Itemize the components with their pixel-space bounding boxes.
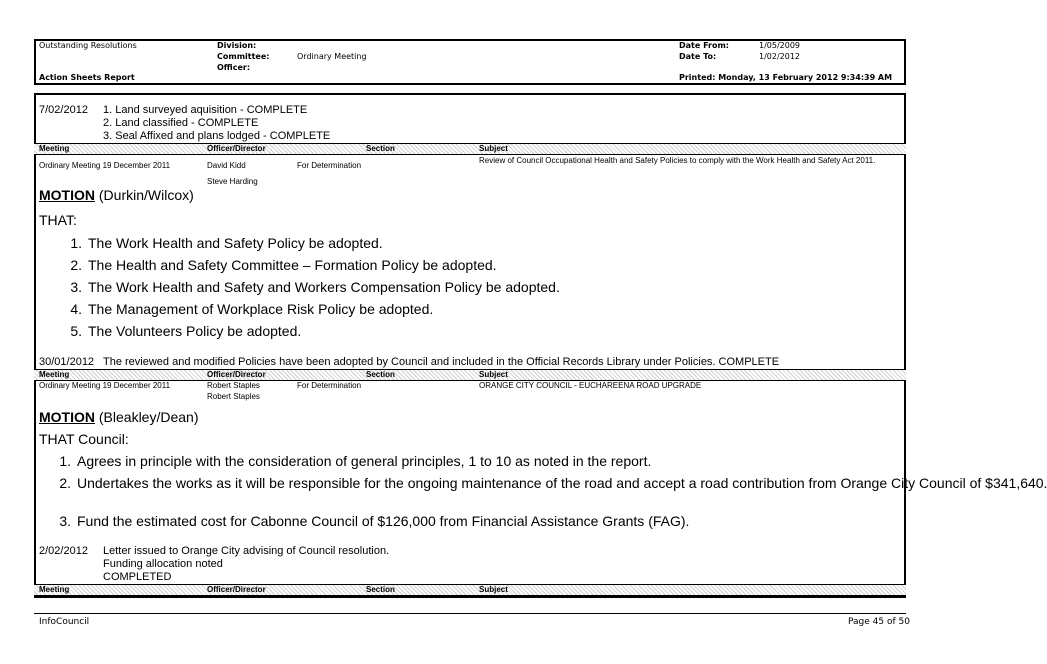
note-date: 2/02/2012 — [39, 545, 88, 557]
motion-movers: (Bleakley/Dean) — [95, 409, 199, 425]
point-number: 2. — [70, 257, 82, 273]
item-subject: ORANGE CITY COUNCIL - EUCHAREENA ROAD UPGRADE — [479, 381, 702, 390]
point-number: 2. — [59, 475, 71, 491]
item-meeting: Ordinary Meeting 19 December 2011 — [39, 381, 171, 390]
note-line: 2. Land classified - COMPLETE — [103, 117, 259, 129]
column-subject: Subject — [479, 144, 508, 153]
column-officer: Officer/Director — [207, 144, 266, 153]
motion-label: MOTION — [39, 409, 95, 425]
item-officer: Steve Harding — [207, 177, 258, 186]
point-text: Undertakes the works as it will be responsible for the ongoing maintenance of the road and accept a road contribution from Orange City Council of $341,640. — [77, 475, 1047, 491]
point-number: 5. — [70, 323, 82, 339]
column-meeting: Meeting — [39, 144, 70, 153]
motion-heading — [39, 187, 194, 203]
date-to-label: Date To: — [679, 52, 717, 61]
footer-divider — [34, 613, 906, 614]
column-subject: Subject — [479, 585, 508, 594]
column-header-row — [34, 369, 906, 381]
printed-line — [679, 73, 892, 83]
column-meeting: Meeting — [39, 370, 70, 379]
motion-movers: (Durkin/Wilcox) — [95, 187, 194, 203]
column-subject: Subject — [479, 370, 508, 379]
motion-label: MOTION — [39, 187, 95, 203]
note-date: 7/02/2012 — [39, 104, 88, 116]
item-officer: Robert Staples — [207, 381, 260, 390]
motion-that: THAT Council: — [39, 431, 129, 447]
item-section: For Determination — [297, 161, 362, 170]
motion-that: THAT: — [39, 212, 77, 228]
point-number: 3. — [70, 279, 82, 295]
column-meeting: Meeting — [39, 585, 70, 594]
column-header-row — [34, 143, 906, 155]
printed-value: Monday, 13 February 2012 9:34:39 AM — [718, 73, 893, 82]
note-line: Funding allocation noted — [103, 558, 223, 570]
point-number: 1. — [70, 235, 82, 251]
date-from-value: 1/05/2009 — [759, 41, 801, 50]
item-subject: Review of Council Occupational Health and Safety Policies to comply with the Work Health and Safety Act 2011. — [479, 156, 876, 165]
note-text: The reviewed and modified Policies have been adopted by Council and included in the Official Records Library under Policies. COMPLETE — [103, 356, 780, 368]
report-type: Outstanding Resolutions — [39, 41, 137, 50]
point-text: The Volunteers Policy be adopted. — [88, 323, 302, 339]
committee-label: Committee: — [217, 52, 270, 61]
note-line: Letter issued to Orange City advising of Council resolution. — [103, 545, 390, 557]
column-section: Section — [366, 585, 395, 594]
point-number: 1. — [59, 453, 71, 469]
column-section: Section — [366, 144, 395, 153]
point-text: Agrees in principle with the consideration of general principles, 1 to 10 as noted in the report. — [77, 453, 652, 469]
motion-heading — [39, 409, 199, 425]
item-section: For Determination — [297, 381, 362, 390]
date-from-label: Date From: — [679, 41, 730, 50]
printed-label: Printed: — [679, 73, 716, 82]
point-number: 4. — [70, 301, 82, 317]
point-text: The Work Health and Safety and Workers Compensation Policy be adopted. — [88, 279, 560, 295]
column-section: Section — [366, 370, 395, 379]
note-line: 3. Seal Affixed and plans lodged - COMPLETE — [103, 130, 331, 142]
officer-label: Officer: — [217, 63, 251, 72]
item-officer: Robert Staples — [207, 392, 260, 401]
column-officer: Officer/Director — [207, 585, 266, 594]
point-text: The Work Health and Safety Policy be adopted. — [88, 235, 383, 251]
point-text: The Management of Workplace Risk Policy be adopted. — [88, 301, 434, 317]
date-to-value: 1/02/2012 — [759, 52, 801, 61]
footer-brand: InfoCouncil — [39, 617, 90, 627]
committee-value: Ordinary Meeting — [297, 52, 367, 61]
item-meeting: Ordinary Meeting 19 December 2011 — [39, 161, 171, 170]
column-header-row — [34, 584, 906, 596]
note-date: 30/01/2012 — [39, 356, 95, 368]
point-number: 3. — [59, 513, 71, 529]
page-number: Page 45 of 50 — [848, 617, 910, 627]
report-name: Action Sheets Report — [39, 73, 135, 82]
point-text: The Health and Safety Committee – Formation Policy be adopted. — [88, 257, 497, 273]
column-officer: Officer/Director — [207, 370, 266, 379]
point-text: Fund the estimated cost for Cabonne Council of $126,000 from Financial Assistance Grants (FAG). — [77, 513, 690, 529]
resolution-point — [55, 475, 1047, 509]
note-line: 1. Land surveyed aquisition - COMPLETE — [103, 104, 308, 116]
item-officer: David Kidd — [207, 161, 246, 170]
note-line: COMPLETED — [103, 571, 172, 583]
division-label: Division: — [217, 41, 257, 50]
